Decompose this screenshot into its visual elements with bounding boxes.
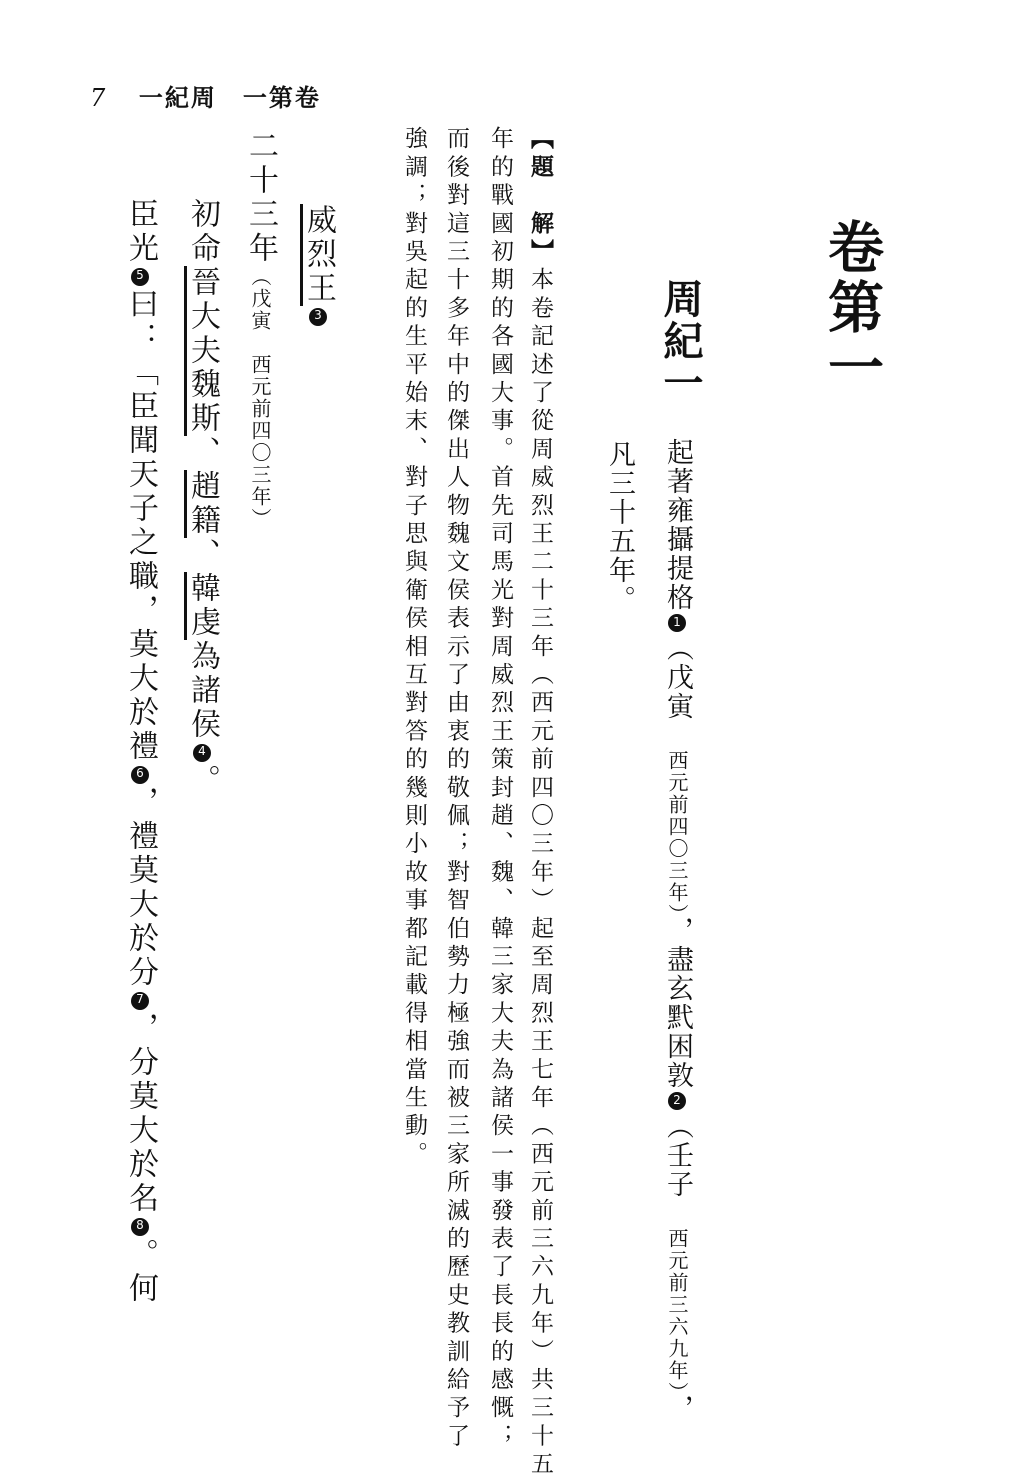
para1-f: 韓虔 [185, 572, 220, 640]
king-name: 威烈王 [301, 204, 336, 306]
para1-d: 趙籍 [185, 470, 220, 538]
span-paren-2-year: 西元前三六九年） [665, 1228, 689, 1394]
span-total: 凡三十五年。 [604, 440, 635, 614]
span-end: ， [662, 1394, 693, 1423]
para2-b: 曰：「臣聞天子之職，莫大於禮 [123, 288, 158, 764]
para1-c: 、 [185, 436, 220, 470]
year-heading [238, 130, 282, 530]
note-marker-7[interactable]: 7 [133, 992, 147, 1010]
intro-line-3: 而後對這三十多年中的傑出人物魏文侯表示了由衷的敬佩；對智伯勢力極強而被三家所滅的歷史教訓給予了 [443, 126, 469, 1452]
note-marker-6[interactable]: 6 [133, 766, 147, 784]
para1-e: 、 [185, 538, 220, 572]
para1-g: 為諸侯 [185, 640, 220, 742]
chapter-title: 周紀一 [657, 278, 704, 404]
para2-a: 臣光 [123, 198, 158, 266]
span-start: 起著雍攝提格 [662, 438, 693, 612]
para1-a: 初命 [185, 198, 220, 266]
span-paren-2: （壬子 [662, 1112, 693, 1199]
span-paren-1-year: 西元前四〇三年） [665, 750, 689, 916]
intro-line-2: 年的戰國初期的各國大事。首先司馬光對周威烈王策封趙、魏、韓三家大夫為諸侯一事發表了長長的感慨； [487, 126, 513, 1452]
note-marker-4[interactable]: 4 [195, 744, 209, 762]
para2-c: ，禮莫大於分 [123, 786, 158, 990]
running-title: 一紀周 一第卷 [138, 83, 321, 112]
note-marker-5[interactable]: 5 [133, 268, 147, 286]
note-marker-8[interactable]: 8 [133, 1218, 147, 1236]
note-marker-2[interactable]: 2 [670, 1093, 684, 1109]
span-paren-1: （戊寅 [662, 634, 693, 721]
volume-title: 卷第一 [819, 218, 885, 398]
chapter-span [658, 438, 697, 1423]
paragraph-1 [180, 198, 224, 798]
intro-line-4: 強調；對吳起的生平始末、對子思與衛侯相互對答的幾則小故事都記載得相當生動。 [401, 126, 427, 1170]
year-text: 二十三年 [243, 130, 278, 266]
para2-d: ，分莫大於名 [123, 1012, 158, 1216]
span-mid: ，盡玄黓困敦 [662, 916, 693, 1090]
para1-b: 晉大夫魏斯 [185, 266, 220, 436]
intro-line-1 [524, 126, 557, 1480]
para1-h: 。 [185, 764, 220, 798]
paragraph-2 [118, 198, 162, 1306]
reign-heading [296, 204, 340, 328]
page-number: 7 [90, 84, 108, 112]
note-marker-1[interactable]: 1 [670, 615, 684, 631]
intro-text-1: 本卷記述了從周威烈王二十三年（西元前四〇三年）起至周烈王七年（西元前三六九年）共三十五 [527, 267, 553, 1480]
intro-label: 【題 解】 [527, 126, 554, 267]
year-paren: （戊寅 西元前四〇三年） [248, 266, 272, 530]
running-header [90, 78, 321, 113]
note-marker-3[interactable]: 3 [311, 308, 325, 326]
para2-e: 。何 [123, 1238, 158, 1306]
